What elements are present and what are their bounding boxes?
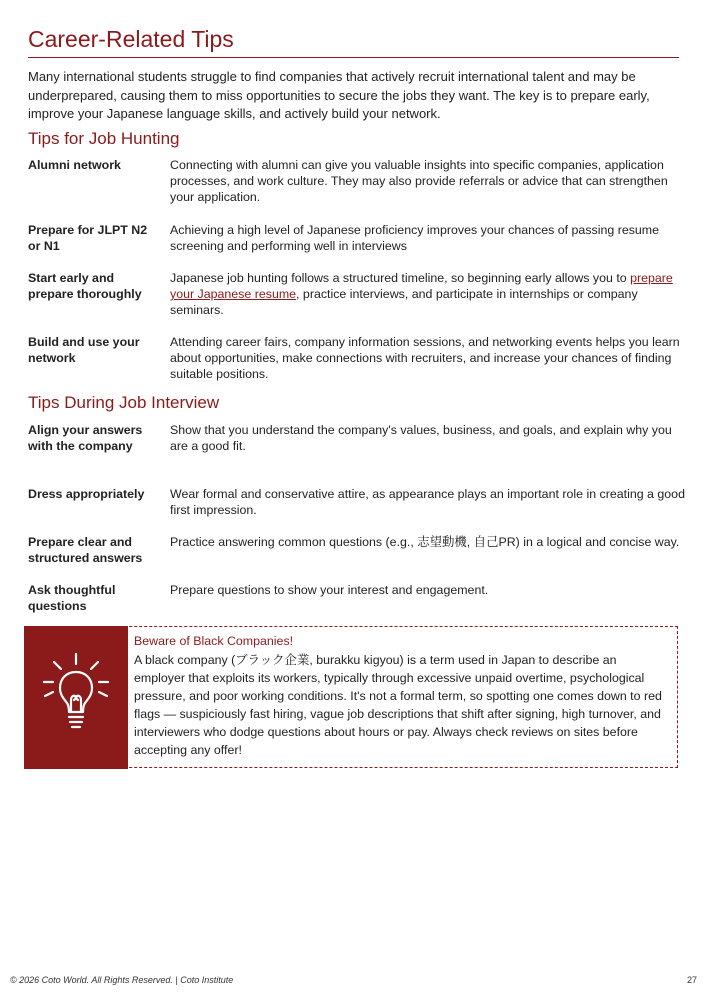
callout-icon-panel	[24, 626, 128, 769]
tip-text: Connecting with alumni can give you valuable insights into specific companies, application processes, and work culture. They may also provide referrals or advice that can strengthen your application.	[170, 158, 668, 205]
tip-label: Ask thoughtful questions	[28, 583, 116, 614]
black-company-callout	[24, 626, 678, 768]
callout-body: A black company (ブラック企業, burakku kigyou) is a term used in Japan to describe an employer that exploits its workers, typically through excessive unpaid overtime, psychological pressure, and poor working conditions. It's not a formal term, so spotting one comes down to red flags — suspiciously fast hiring, vague job descriptions that shift after signing, high turnover, and interviewers who dodge questions about hours or pay. Always check reviews on sites before accepting any offer!	[134, 653, 662, 757]
callout-title: Beware of Black Companies!	[134, 634, 294, 648]
section-heading-job-hunting: Tips for Job Hunting	[28, 129, 180, 148]
tip-label: Prepare clear and structured answers	[28, 535, 143, 566]
tip-text: Practice answering common questions (e.g., 志望動機, 自己PR) in a logical and concise way.	[170, 535, 680, 549]
tip-text: Wear formal and conservative attire, as appearance plays an important role in creating a good first impression.	[170, 487, 685, 518]
footer-copyright: © 2026 Coto World. All Rights Reserved. | Coto Institute	[10, 975, 234, 985]
tip-text-after-link: , practice interviews, and participate in internships or company seminars.	[170, 287, 638, 318]
tip-label: Dress appropriately	[28, 487, 145, 501]
tip-label: Build and use your network	[28, 335, 140, 366]
tip-text	[170, 270, 687, 319]
tip-text-before-link: Japanese job hunting follows a structured timeline, so beginning early allows you to	[170, 271, 631, 285]
tip-label: Start early and prepare thoroughly	[28, 271, 142, 302]
page-number: 27	[686, 975, 697, 985]
lightbulb-icon	[40, 650, 112, 740]
tip-text: Show that you understand the company's values, business, and goals, and explain why you are a good fit.	[170, 423, 672, 454]
tip-label: Alumni network	[28, 158, 121, 172]
page-title: Career-Related Tips	[28, 26, 234, 52]
resume-guide-link[interactable]: prepare your Japanese resume	[170, 271, 673, 302]
tip-text: Attending career fairs, company information sessions, and networking events helps you learn about opportunities, make connections with recruiters, and increase your chances of finding suitable positions.	[170, 335, 680, 382]
tip-text: Achieving a high level of Japanese proficiency improves your chances of passing resume screening and performing well in interviews	[170, 223, 660, 254]
intro-paragraph: Many international students struggle to find companies that actively recruit international talent and may be underprepared, causing them to miss opportunities to secure the jobs they want. The key is to prepare early, improve your Japanese language skills, and actively build your network.	[28, 69, 650, 121]
tip-text: Prepare questions to show your interest and engagement.	[170, 583, 489, 597]
tip-label: Align your answers with the company	[28, 423, 143, 454]
tip-label: Prepare for JLPT N2 or N1	[28, 223, 148, 254]
title-divider	[28, 57, 679, 58]
section-heading-interview: Tips During Job Interview	[28, 393, 220, 412]
